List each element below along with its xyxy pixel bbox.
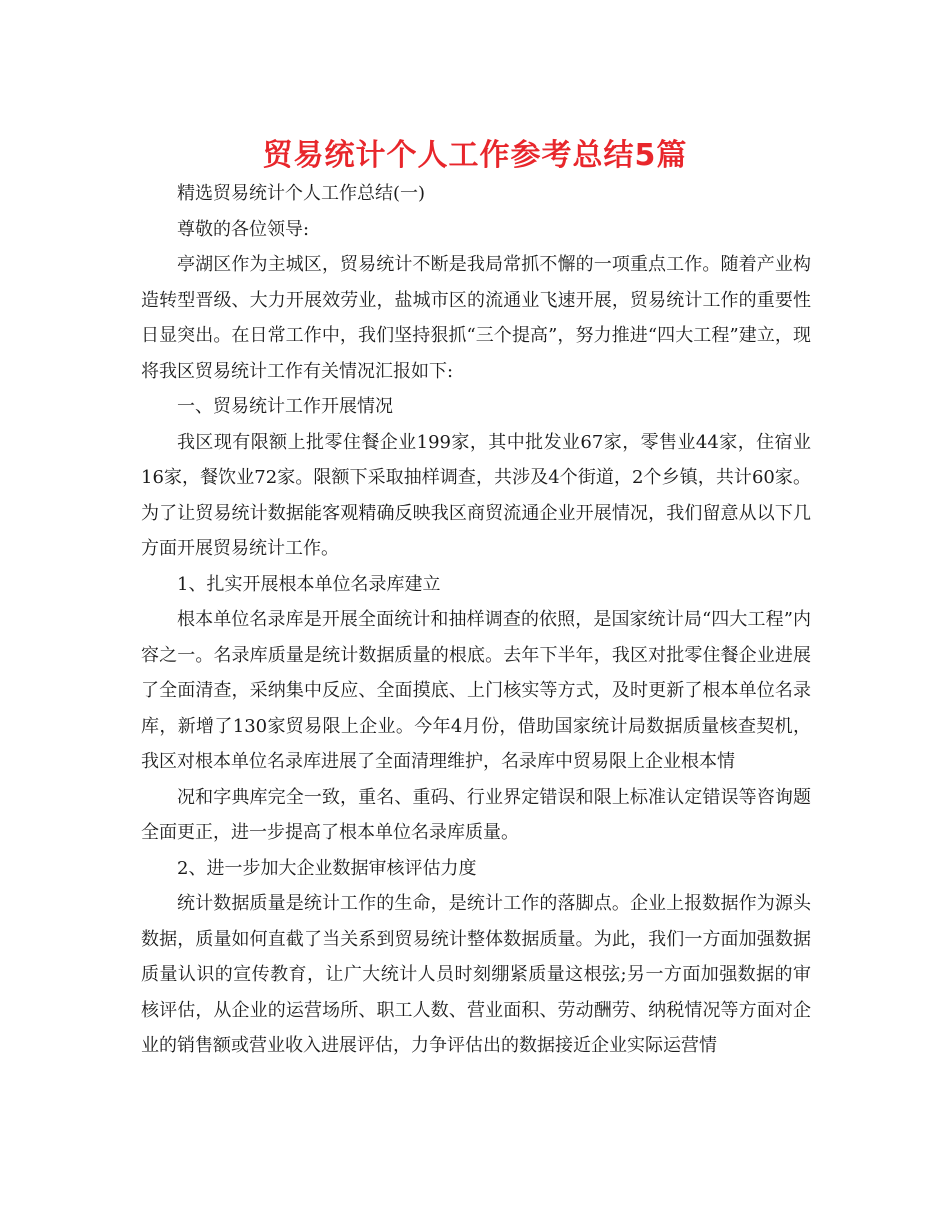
body-paragraph: 我区现有限额上批零住餐企业199家，其中批发业67家，零售业44家，住宿业16家，餐饮业72家。限额下采取抽样调查，共涉及4个街道，2个乡镇，共计60家。为了让贸易统计数据能客观精确反映我区商贸流通企业开展情况，我们留意从以下几方面开展贸易统计工作。 <box>141 431 811 559</box>
subsection-heading: 2、进一步加大企业数据审核评估力度 <box>177 857 477 879</box>
body-paragraph: 况和字典库完全一致，重名、重码、行业界定错误和限上标准认定错误等咨询题全面更正，进一步提高了根本单位名录库质量。 <box>141 786 811 843</box>
body-paragraph: 统计数据质量是统计工作的生命，是统计工作的落脚点。企业上报数据作为源头数据，质量如何直截了当关系到贸易统计整体数据质量。为此，我们一方面加强数据质量认识的宣传教育，让广大统计人员时刻绷紧质量这根弦;另一方面加强数据的审核评估，从企业的运营场所、职工人数、营业面积、劳动酬劳、纳税情况等方面对企业的销售额或营业收入进展评估，力争评估出的数据接近企业实际运营情 <box>141 893 811 1056</box>
subtitle-paragraph: 精选贸易统计个人工作总结(一) <box>177 183 426 204</box>
body-paragraph: 根本单位名录库是开展全面统计和抽样调查的依照，是国家统计局“四大工程”内容之一。名录库质量是统计数据质量的根底。去年下半年，我区对批零住餐企业进展了全面清查，采纳集中反应、全面摸底、上门核实等方式，及时更新了根本单位名录库，新增了130家贸易限上企业。今年4月份，借助国家统计局数据质量核查契机，我区对根本单位名录库进展了全面清理维护，名录库中贸易限上企业根本情 <box>141 609 811 772</box>
document-body <box>141 176 811 1064</box>
body-paragraph: 亭湖区作为主城区，贸易统计不断是我局常抓不懈的一项重点工作。随着产业构造转型晋级、大力开展效劳业，盐城市区的流通业飞速开展，贸易统计工作的重要性日显突出。在日常工作中，我们坚持狠抓“三个提高”，努力推进“四大工程”建立，现将我区贸易统计工作有关情况汇报如下: <box>141 254 811 382</box>
salutation-paragraph: 尊敬的各位领导: <box>177 218 310 240</box>
section-heading: 一、贸易统计工作开展情况 <box>177 396 393 417</box>
subsection-heading: 1、扎实开展根本单位名录库建立 <box>177 573 441 595</box>
document-title: 贸易统计个人工作参考总结5篇 <box>262 138 688 173</box>
